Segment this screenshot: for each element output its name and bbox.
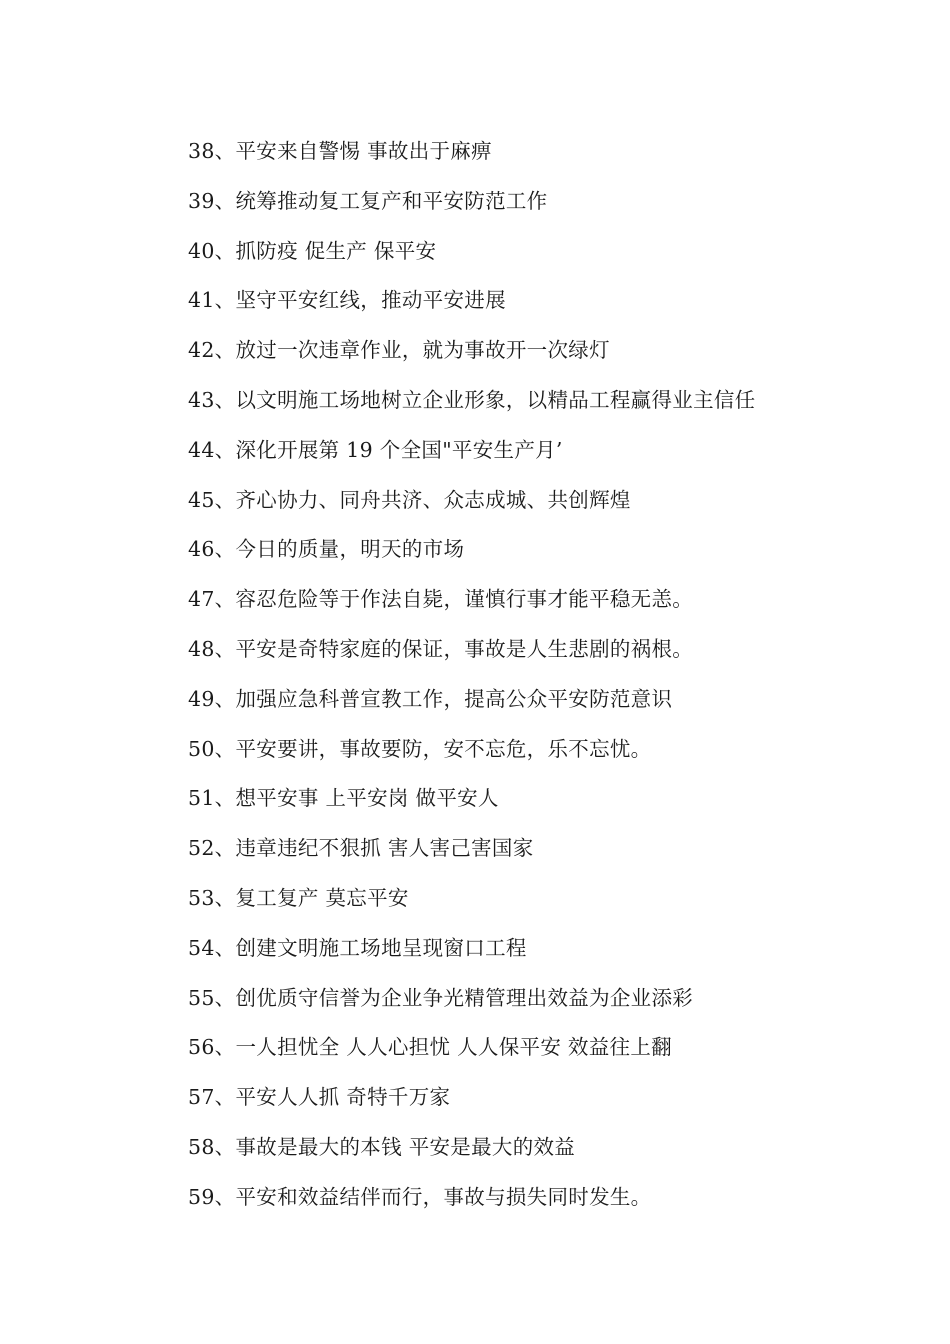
slogan-list — [188, 134, 755, 1230]
list-item: 41、坚守平安红线，推动平安进展 — [188, 288, 506, 313]
list-item: 53、复工复产 莫忘平安 — [188, 885, 409, 910]
list-item: 54、创建文明施工场地呈现窗口工程 — [188, 935, 527, 960]
list-item: 44、深化开展第 19 个全国"平安生产月’ — [188, 437, 563, 462]
list-item: 39、统筹推动复工复产和平安防范工作 — [188, 188, 548, 213]
list-item: 59、平安和效益结伴而行，事故与损失同时发生。 — [188, 1184, 652, 1209]
list-item: 57、平安人人抓 奇特千万家 — [188, 1085, 451, 1110]
list-item: 43、以文明施工场地树立企业形象，以精品工程赢得业主信任 — [188, 387, 756, 412]
list-item: 46、今日的质量，明天的市场 — [188, 537, 465, 562]
list-item: 51、想平安事 上平安岗 做平安人 — [188, 786, 499, 811]
list-item: 40、抓防疫 促生产 保平安 — [188, 238, 437, 263]
list-item: 58、事故是最大的本钱 平安是最大的效益 — [188, 1134, 576, 1159]
list-item: 47、容忍危险等于作法自毙，谨慎行事才能平稳无恙。 — [188, 587, 694, 612]
list-item: 52、违章违纪不狠抓 害人害己害国家 — [188, 836, 534, 861]
list-item: 55、创优质守信誉为企业争光精管理出效益为企业添彩 — [188, 985, 694, 1010]
list-item: 48、平安是奇特家庭的保证，事故是人生悲剧的祸根。 — [188, 636, 694, 661]
list-item: 56、一人担忧全 人人心担忧 人人保平安 效益往上翻 — [188, 1035, 672, 1060]
list-item: 45、齐心协力、同舟共济、众志成城、共创辉煌 — [188, 487, 631, 512]
list-item: 38、平安来自警惕 事故出于麻痹 — [188, 139, 492, 163]
list-item: 42、放过一次违章作业，就为事故开一次绿灯 — [188, 338, 610, 363]
list-item: 50、平安要讲，事故要防，安不忘危，乐不忘忧。 — [188, 736, 652, 761]
list-item: 49、加强应急科普宣教工作，提高公众平安防范意识 — [188, 686, 673, 711]
